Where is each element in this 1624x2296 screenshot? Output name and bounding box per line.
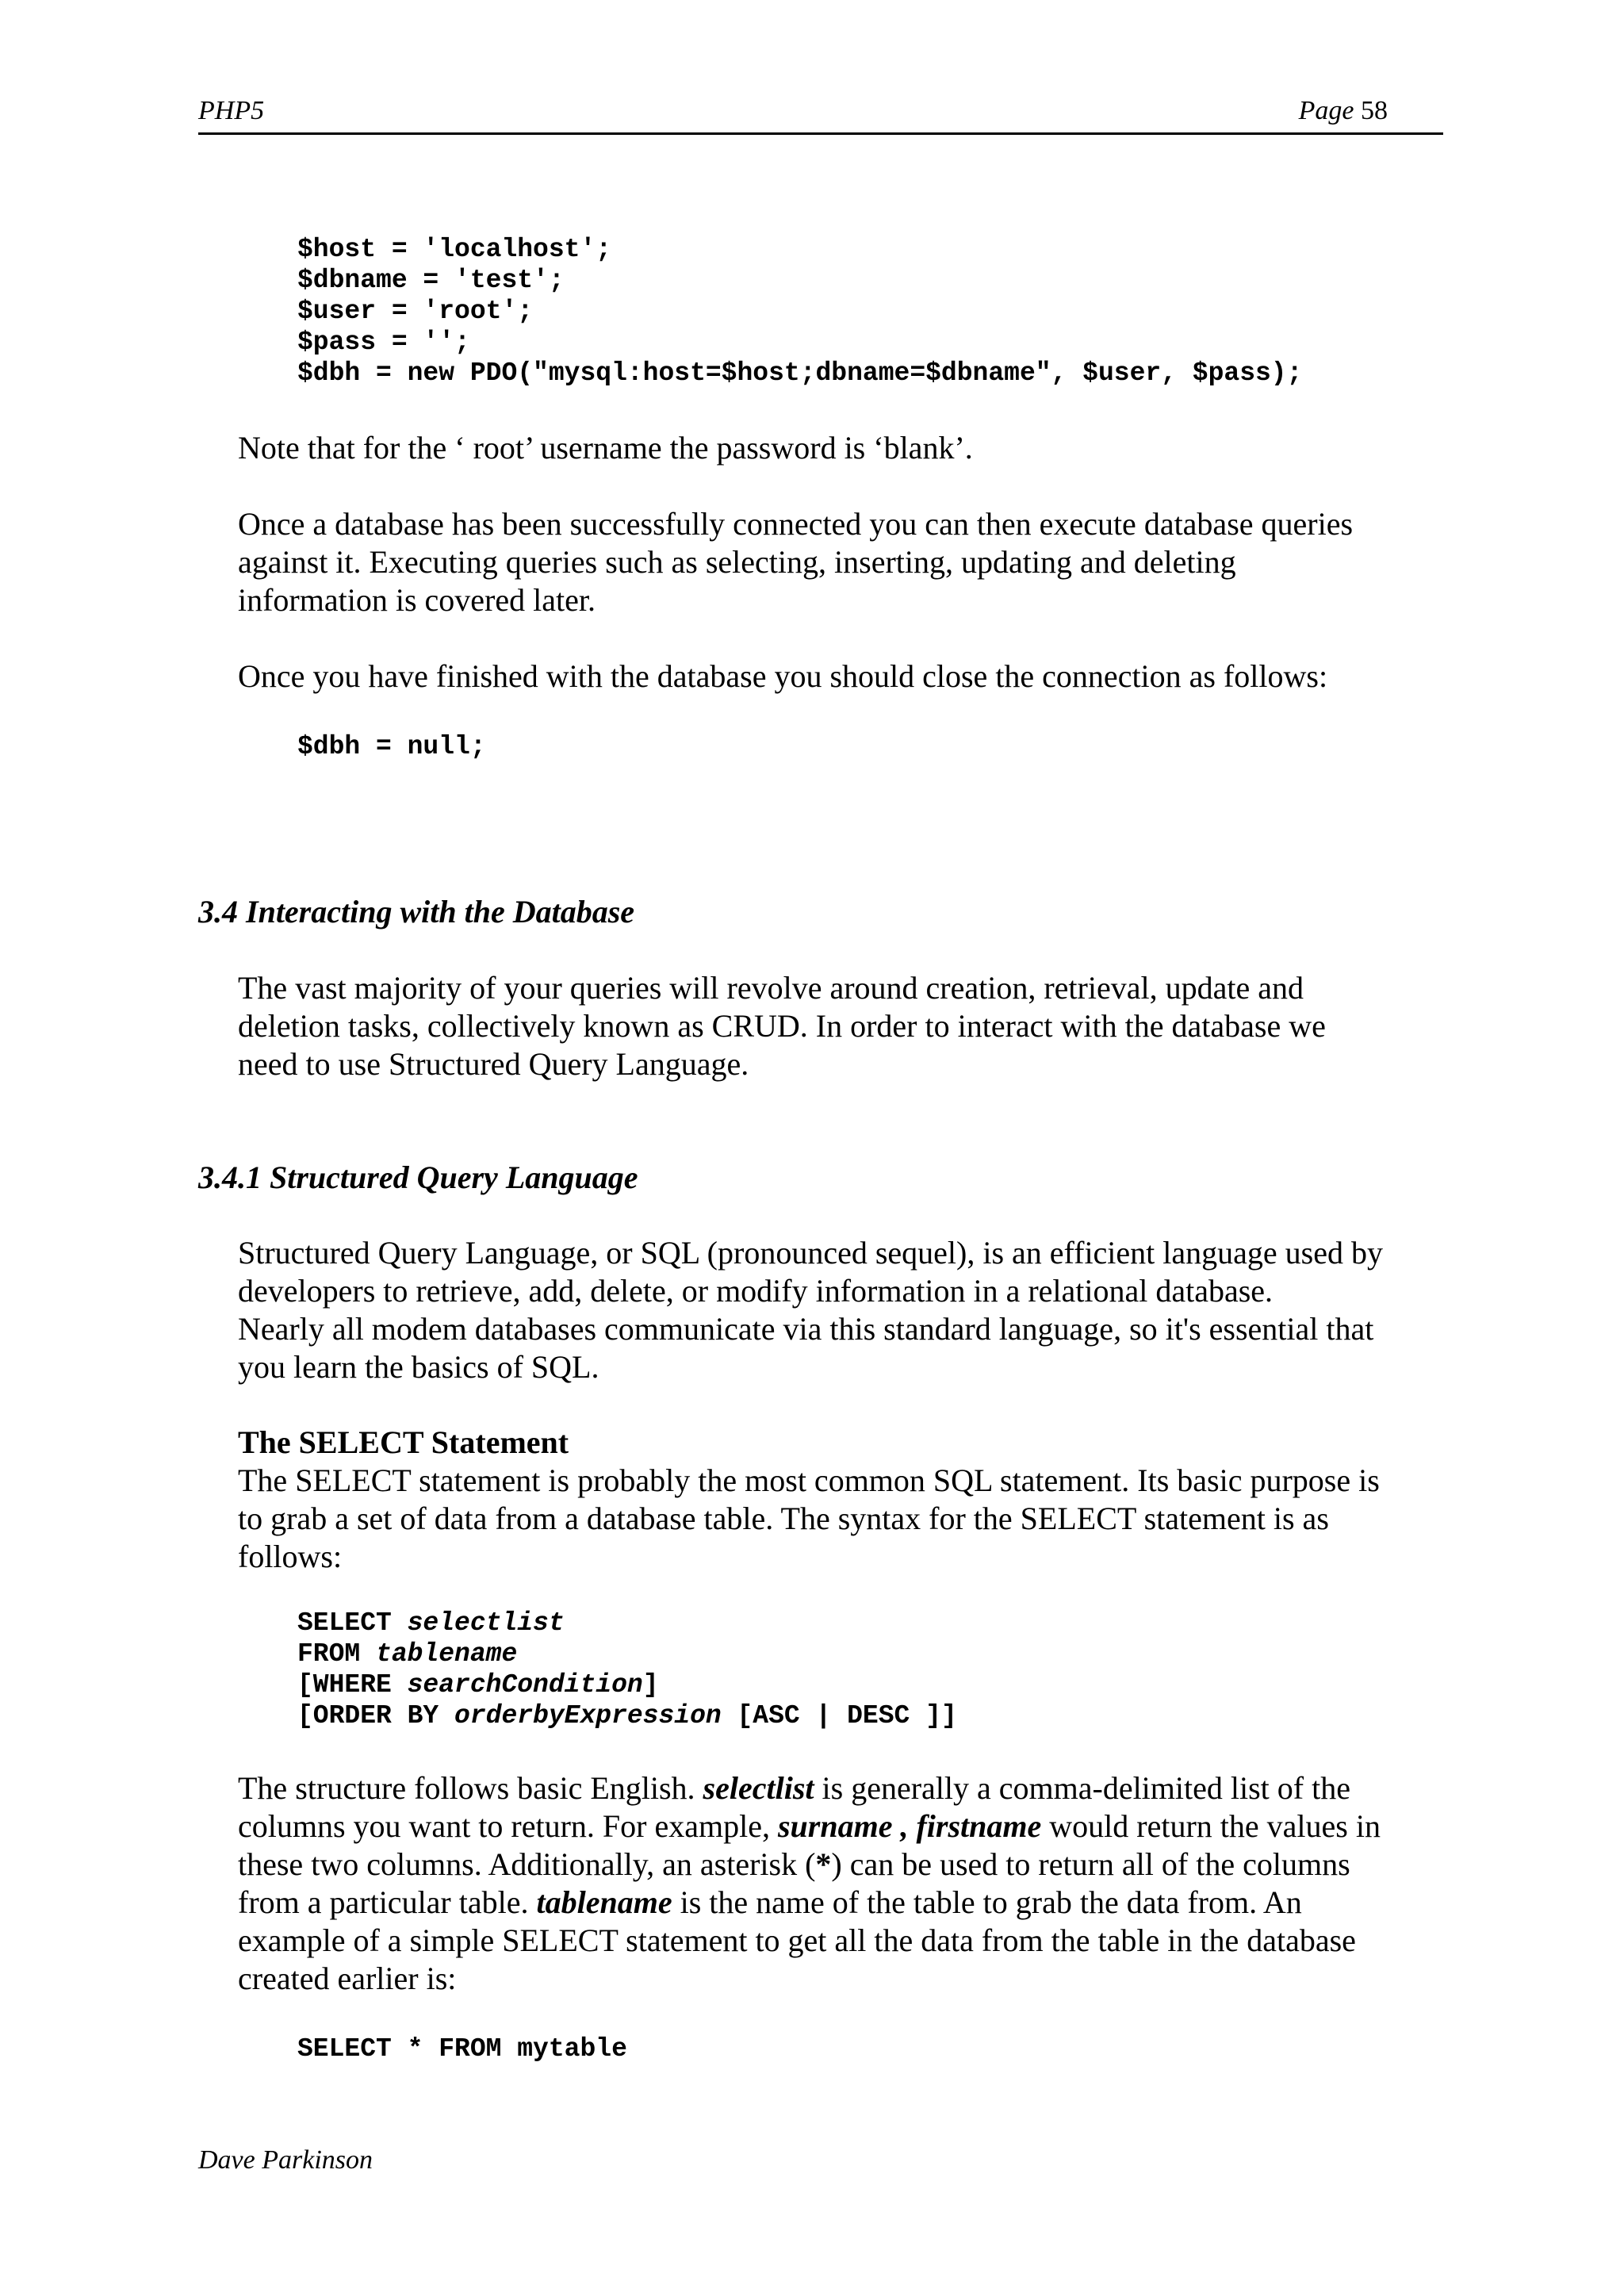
text-run: is generally a comma-delimited list of the: [814, 1770, 1350, 1806]
text-run: would return the values in: [1041, 1808, 1381, 1844]
text-line: Nearly all modem databases communicate via this standard language, so it's essential that: [238, 1311, 1374, 1347]
text-line: information is covered later.: [238, 582, 596, 618]
placeholder-term: searchCondition: [407, 1670, 643, 1700]
text-line: example of a simple SELECT statement to get all the data from the table in the database: [238, 1922, 1356, 1958]
page-number: 58: [1361, 96, 1388, 125]
code-block-select-syntax: [297, 1608, 957, 1731]
section-heading-3-4-1: 3.4.1 Structured Query Language: [198, 1159, 638, 1195]
paragraph-sql-intro: [238, 1234, 1459, 1386]
code-line: $host = 'localhost';: [297, 235, 612, 264]
text-line: [238, 1807, 1459, 1846]
emphasis-term: surname , firstname: [777, 1808, 1042, 1844]
text-line: you learn the basics of SQL.: [238, 1349, 599, 1385]
keyword: [ORDER BY: [297, 1701, 455, 1731]
keyword: ]: [642, 1670, 659, 1700]
text-line: [238, 1769, 1459, 1807]
keyword: [WHERE: [297, 1670, 408, 1700]
code-line: [297, 1700, 957, 1731]
emphasis-term: selectlist: [703, 1770, 814, 1806]
keyword: FROM: [297, 1639, 377, 1669]
text-run: ) can be used to return all of the columns: [831, 1846, 1350, 1882]
placeholder-term: tablename: [376, 1639, 518, 1669]
code-line: [297, 1639, 957, 1669]
code-line: $user = 'root';: [297, 297, 534, 326]
text-line: against it. Executing queries such as selecting, inserting, updating and deleting: [238, 544, 1236, 580]
placeholder-term: orderbyExpression: [454, 1701, 722, 1731]
emphasis-term: *: [815, 1846, 832, 1882]
text-line: The vast majority of your queries will revolve around creation, retrieval, update and: [238, 970, 1304, 1006]
text-run: The structure follows basic English.: [238, 1770, 703, 1806]
paragraph-note: Note that for the ‘ root’ username the password is ‘blank’.: [238, 430, 973, 466]
page-label: Page: [1298, 96, 1354, 125]
code-block-close: $dbh = null;: [297, 732, 486, 761]
paragraph-select-statement: [238, 1424, 1459, 1576]
code-line: $pass = '';: [297, 328, 470, 357]
paragraph-structure: [238, 1769, 1459, 1998]
code-line: $dbh = new PDO("mysql:host=$host;dbname=$dbname", $user, $pass);: [297, 358, 1303, 388]
emphasis-term: tablename: [536, 1884, 672, 1920]
paragraph-close-connection: Once you have finished with the database you should close the connection as follows:: [238, 658, 1328, 694]
text-line: need to use Structured Query Language.: [238, 1046, 749, 1082]
header-page-label: [1299, 96, 1388, 126]
text-run: is the name of the table to grab the data from. An: [672, 1884, 1302, 1920]
code-block-select-all: SELECT * FROM mytable: [297, 2034, 627, 2064]
placeholder-term: selectlist: [407, 1608, 565, 1638]
text-line: deletion tasks, collectively known as CRUD. In order to interact with the database we: [238, 1008, 1326, 1044]
code-line: $dbname = 'test';: [297, 266, 565, 295]
paragraph-crud: [238, 969, 1459, 1083]
text-run: from a particular table.: [238, 1884, 537, 1920]
text-line: follows:: [238, 1539, 343, 1574]
page-footer-author: Dave Parkinson: [198, 2145, 373, 2175]
code-line: [297, 1608, 957, 1639]
code-block-connect: [297, 234, 1302, 389]
text-line: developers to retrieve, add, delete, or modify information in a relational database.: [238, 1273, 1274, 1309]
header-title: PHP5: [198, 96, 265, 125]
paragraph-once-connected: [238, 505, 1459, 619]
text-run: these two columns. Additionally, an asterisk (: [238, 1846, 816, 1882]
code-line: [297, 1669, 957, 1700]
text-line: Once a database has been successfully connected you can then execute database queries: [238, 506, 1354, 542]
text-run: columns you want to return. For example,: [238, 1808, 778, 1844]
text-line: [238, 1884, 1459, 1922]
text-line: [238, 1846, 1459, 1884]
section-heading-3-4: 3.4 Interacting with the Database: [198, 894, 635, 930]
keyword: SELECT: [297, 1608, 408, 1638]
text-line: to grab a set of data from a database table. The syntax for the SELECT statement is as: [238, 1501, 1329, 1536]
subheading-select: The SELECT Statement: [238, 1424, 569, 1460]
page-header: [198, 91, 1443, 135]
keyword: [ASC | DESC ]]: [721, 1701, 957, 1731]
text-line: created earlier is:: [238, 1961, 457, 1996]
text-line: Structured Query Language, or SQL (pronounced sequel), is an efficient language used by: [238, 1235, 1383, 1271]
text-line: The SELECT statement is probably the most common SQL statement. Its basic purpose is: [238, 1462, 1380, 1498]
